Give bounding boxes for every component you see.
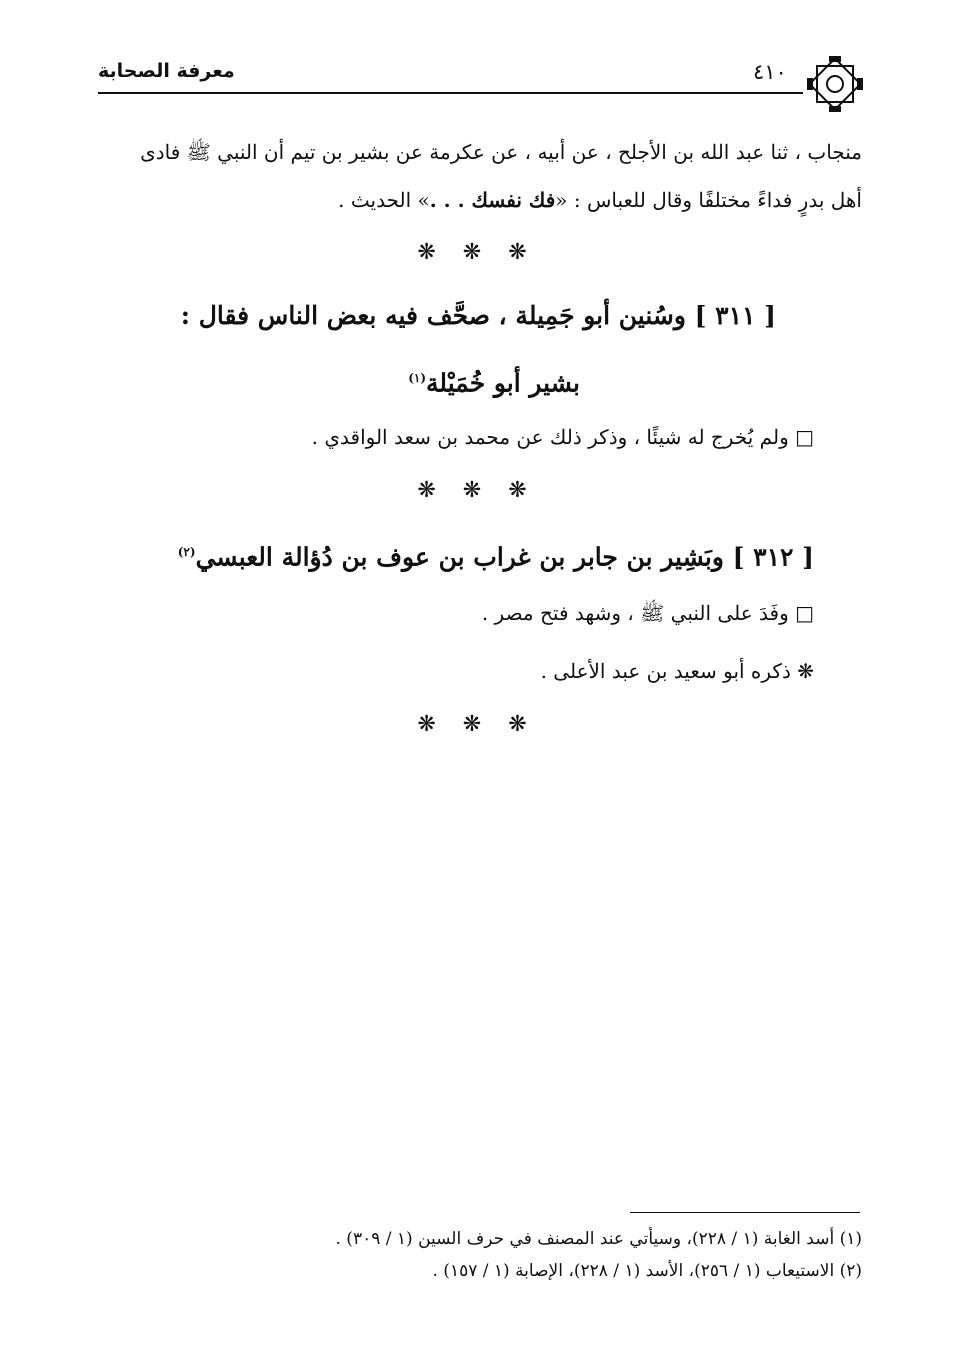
footnote-ref: (١) [408, 371, 427, 385]
separator-stars: ❋ ❋ ❋ [417, 478, 537, 503]
box-marker-icon: □ [795, 425, 814, 449]
body-text: » الحديث . [338, 188, 430, 212]
box-marker-icon: □ [795, 601, 814, 625]
header-rule [98, 92, 803, 94]
entry-311-text [312, 422, 814, 452]
footnote-1: (١) أسد الغابة (١ / ٢٢٨)، وسيأتي عند المصنف في حرف السين (١ / ٣٠٩) . [335, 1229, 862, 1249]
entry-312-ref [541, 656, 814, 686]
footnote-2: (٢) الاستيعاب (١ / ٢٥٦)، الأسد (١ / ٢٢٨)، الإصابة (١ / ١٥٧) . [432, 1261, 862, 1281]
body-text: أهل بدرٍ فداءً مختلفًا وقال للعباس : « [555, 188, 862, 212]
quoted-hadith: فك نفسك . . . [429, 188, 556, 212]
body-line-1 [140, 137, 862, 167]
body-text: منجاب ، ثنا عبد الله بن الأجلح ، عن أبيه ، عن عكرمة عن بشير بن تيم أن النبي ﷺ فادى [140, 140, 862, 164]
star-marker-icon: ❋ [797, 659, 814, 683]
running-title: معرفة الصحابة [98, 60, 235, 82]
entry-text: ولم يُخرج له شيئًا ، وذكر ذلك عن محمد بن سعد الواقدي . [311, 425, 789, 449]
heading-text: [ ٣١٢ ] وبَشِير بن جابر بن غراب بن عوف بن دُؤالة العبسي [195, 542, 814, 572]
entry-312-text [482, 598, 814, 628]
footnote-rule [630, 1212, 860, 1213]
separator-stars: ❋ ❋ ❋ [417, 712, 537, 737]
entry-311-heading: [ ٣١١ ] وسُنين أبو جَمِيلة ، صحَّف فيه بعض الناس فقال : [180, 301, 776, 330]
entry-text: وفَدَ على النبي ﷺ ، وشهد فتح مصر . [481, 601, 789, 625]
separator-stars: ❋ ❋ ❋ [417, 240, 537, 265]
entry-311-subheading [408, 358, 580, 403]
page-number: ٤١٠ [753, 60, 787, 84]
ornament-icon [803, 52, 867, 116]
body-line-2 [338, 185, 862, 215]
subheading-text: بشير أبو خُمَيْلة [426, 368, 580, 398]
page-header [98, 52, 868, 104]
footnote-ref: (٢) [177, 545, 196, 559]
entry-312-heading [178, 532, 814, 577]
entry-text: ذكره أبو سعيد بن عبد الأعلى . [540, 659, 791, 683]
